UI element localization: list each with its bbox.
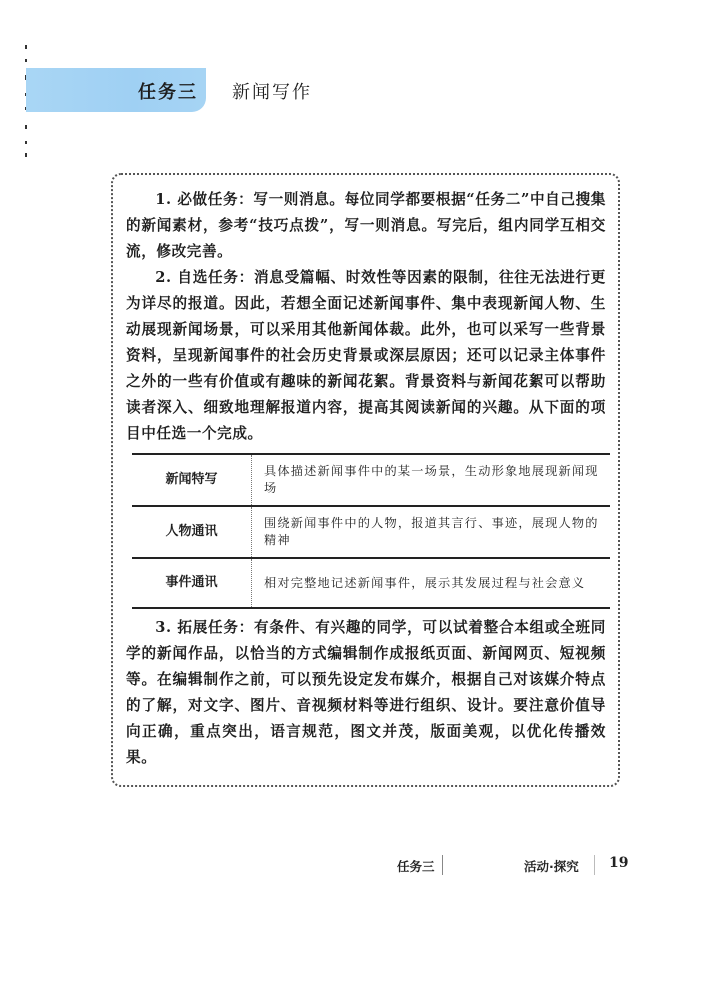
page-footer	[0, 853, 701, 877]
page-title: 新闻写作	[232, 82, 312, 103]
table-row	[132, 454, 610, 506]
footer-task-label: 任务三	[397, 859, 435, 874]
genre-name: 人物通讯	[132, 506, 252, 558]
task-3-paragraph: 3. 拓展任务：有条件、有兴趣的同学，可以试着整合本组或全班同学的新闻作品，以恰当的方式编辑制作成报纸页面、新闻网页、短视频等。在编辑制作之前，可以预先设定发布媒介，根据自己对该媒介特点的了解，对文字、图片、音视频材料等进行组织、设计。要注意价值导向正确，重点突出，语言规范，图文并茂，版面美观，以优化传播效果。	[126, 619, 606, 766]
genre-description: 具体描述新闻事件中的某一场景，生动形象地展现新闻现场	[264, 464, 599, 495]
page-number: 19	[609, 855, 629, 871]
genre-name: 新闻特写	[132, 454, 252, 506]
footer-divider	[594, 855, 595, 875]
footer-section-label: 活动·探究	[524, 859, 579, 874]
task-content	[126, 187, 606, 771]
genre-description: 围绕新闻事件中的人物，报道其言行、事迹，展现人物的精神	[264, 516, 599, 547]
table-row	[132, 506, 610, 558]
genre-table	[132, 453, 610, 609]
genre-description: 相对完整地记述新闻事件，展示其发展过程与社会意义	[264, 575, 586, 590]
task-2-paragraph: 2. 自选任务：消息受篇幅、时效性等因素的限制，往往无法进行更为详尽的报道。因此，若想全面记述新闻事件、集中表现新闻人物、生动展现新闻场景，可以采用其他新闻体裁。此外，也可以采写一些背景资料，呈现新闻事件的社会历史背景或深层原因；还可以记录主体事件之外的一些有价值或有趣味的新闻花絮。背景资料与新闻花絮可以帮助读者深入、细致地理解报道内容，提高其阅读新闻的兴趣。从下面的项目中任选一个完成。	[126, 269, 606, 442]
genre-name: 事件通讯	[132, 558, 252, 608]
table-row	[132, 558, 610, 608]
header-task-label: 任务三	[138, 82, 198, 103]
task-1-paragraph: 1. 必做任务：写一则消息。每位同学都要根据“任务二”中自己搜集的新闻素材，参考“技巧点拨”，写一则消息。写完后，组内同学互相交流，修改完善。	[126, 191, 606, 260]
footer-divider	[442, 855, 443, 875]
